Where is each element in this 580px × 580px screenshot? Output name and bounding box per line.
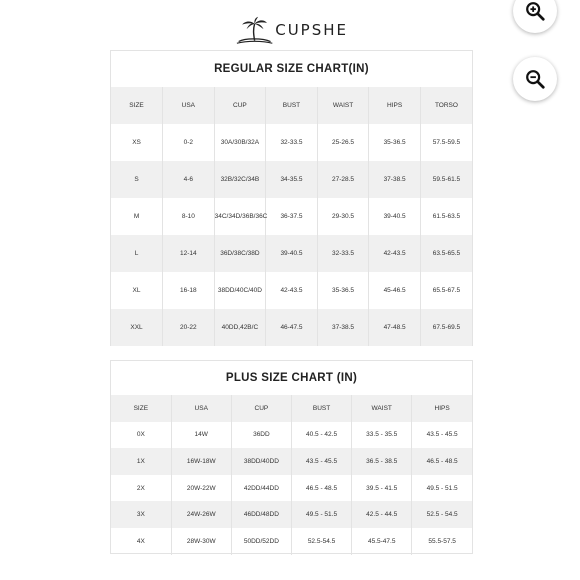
table-cell: 32-33.5 xyxy=(266,124,318,161)
table-cell: 40DD,42B/C xyxy=(214,309,266,346)
table-cell: 16-18 xyxy=(163,272,215,309)
plus-size-chart xyxy=(110,360,473,554)
table-cell: 36-37.5 xyxy=(266,198,318,235)
table-cell: XXL xyxy=(130,324,143,331)
table-cell: 45-46.5 xyxy=(369,272,421,309)
table-cell: 37-38.5 xyxy=(317,309,369,346)
table-cell: 42DD/44DD xyxy=(231,475,291,502)
table-cell: 20W-22W xyxy=(171,475,231,502)
table-cell: 39-40.5 xyxy=(369,198,421,235)
table-cell: 37-38.5 xyxy=(369,161,421,198)
zoom-in-icon xyxy=(524,0,546,22)
table-cell: 32-33.5 xyxy=(317,235,369,272)
table-cell: 40.5 - 42.5 xyxy=(291,422,351,449)
table-row xyxy=(111,161,472,198)
table-row xyxy=(111,528,472,555)
column-header: WAIST xyxy=(317,87,369,124)
column-header: BUST xyxy=(291,395,351,422)
column-header: CUP xyxy=(231,395,291,422)
table-cell: 50DD/52DD xyxy=(231,528,291,555)
column-header: SIZE xyxy=(133,404,149,412)
table-cell: 61.5-63.5 xyxy=(420,198,472,235)
regular-size-chart xyxy=(110,50,473,346)
table-header-row xyxy=(111,87,472,124)
table-row xyxy=(111,475,472,502)
table-cell: 14W xyxy=(171,422,231,449)
brand-name: CUPSHE xyxy=(275,21,348,39)
table-cell: 42-43.5 xyxy=(369,235,421,272)
zoom-in-button[interactable] xyxy=(513,0,557,33)
table-cell: 30A/30B/32A xyxy=(214,124,266,161)
table-cell: 2X xyxy=(136,484,145,492)
table-row xyxy=(111,272,472,309)
table-cell: 4-6 xyxy=(163,161,215,198)
table-cell: 43.5 - 45.5 xyxy=(291,448,351,475)
table-cell: 55.5-57.5 xyxy=(412,528,472,555)
table-cell: 25-26.5 xyxy=(317,124,369,161)
table-cell: 36.5 - 38.5 xyxy=(352,448,412,475)
table-row xyxy=(111,235,472,272)
table-row xyxy=(111,198,472,235)
table-cell: 46.5 - 48.5 xyxy=(412,448,472,475)
column-header: WAIST xyxy=(352,395,412,422)
table-header-row xyxy=(111,395,472,422)
brand-logo xyxy=(236,14,348,46)
table-cell: 35-36.5 xyxy=(317,272,369,309)
table-cell: 38DD/40DD xyxy=(231,448,291,475)
table-cell: 28W-30W xyxy=(171,528,231,555)
table-cell: 4X xyxy=(136,537,145,545)
table-cell: 32B/32C/34B xyxy=(214,161,266,198)
table-cell: 38DD/40C/40D xyxy=(214,272,266,309)
table-cell: 36DD xyxy=(231,422,291,449)
table-cell: 42-43.5 xyxy=(266,272,318,309)
table-cell: 34C/34D/36B/36C xyxy=(214,198,266,235)
column-header: BUST xyxy=(266,87,318,124)
zoom-out-button[interactable] xyxy=(513,57,557,101)
table-cell: 52.5 - 54.5 xyxy=(412,501,472,528)
table-cell: 24W-26W xyxy=(171,501,231,528)
column-header: CUP xyxy=(214,87,266,124)
table-cell: 65.5-67.5 xyxy=(420,272,472,309)
table-cell: 43.5 - 45.5 xyxy=(412,422,472,449)
table-row xyxy=(111,422,472,449)
table-cell: 35-36.5 xyxy=(369,124,421,161)
table-cell: L xyxy=(134,250,139,257)
column-header: HIPS xyxy=(412,395,472,422)
table-cell: XS xyxy=(132,139,141,146)
zoom-out-icon xyxy=(524,68,546,90)
table-cell: 27-28.5 xyxy=(317,161,369,198)
table-cell: XL xyxy=(132,287,141,294)
table-cell: 42.5 - 44.5 xyxy=(352,501,412,528)
table-cell: 45.5-47.5 xyxy=(352,528,412,555)
regular-size-table xyxy=(111,87,472,346)
table-cell: 67.5-69.5 xyxy=(420,309,472,346)
table-cell: 52.5-54.5 xyxy=(291,528,351,555)
table-cell: 49.5 - 51.5 xyxy=(412,475,472,502)
table-cell: 20-22 xyxy=(163,309,215,346)
table-cell: 63.5-65.5 xyxy=(420,235,472,272)
regular-chart-title: REGULAR SIZE CHART(IN) xyxy=(214,63,369,75)
column-header: SIZE xyxy=(129,102,144,109)
table-cell: 0-2 xyxy=(163,124,215,161)
table-cell: 1X xyxy=(136,457,145,465)
table-cell: 36D/38C/38D xyxy=(214,235,266,272)
column-header: TORSO xyxy=(420,87,472,124)
table-row xyxy=(111,309,472,346)
plus-size-table xyxy=(111,395,472,555)
table-row xyxy=(111,501,472,528)
table-cell: 46DD/48DD xyxy=(231,501,291,528)
table-row xyxy=(111,124,472,161)
table-cell: 59.5-61.5 xyxy=(420,161,472,198)
column-header: HIPS xyxy=(369,87,421,124)
table-cell: 8-10 xyxy=(163,198,215,235)
table-cell: 16W-18W xyxy=(171,448,231,475)
table-cell: 0X xyxy=(136,431,145,439)
table-cell: S xyxy=(134,176,139,183)
table-cell: 12-14 xyxy=(163,235,215,272)
palm-tree-island-icon xyxy=(236,14,273,46)
table-cell: 29-30.5 xyxy=(317,198,369,235)
column-header: USA xyxy=(171,395,231,422)
column-header: USA xyxy=(163,87,215,124)
table-cell: 39.5 - 41.5 xyxy=(352,475,412,502)
table-cell: 49.5 - 51.5 xyxy=(291,501,351,528)
table-cell: 46.5 - 48.5 xyxy=(291,475,351,502)
plus-chart-title: PLUS SIZE CHART (IN) xyxy=(225,372,358,384)
table-cell: 47-48.5 xyxy=(369,309,421,346)
table-cell: M xyxy=(133,213,140,220)
table-cell: 57.5-59.5 xyxy=(420,124,472,161)
table-cell: 3X xyxy=(136,511,145,519)
table-cell: 34-35.5 xyxy=(266,161,318,198)
table-row xyxy=(111,448,472,475)
table-cell: 33.5 - 35.5 xyxy=(352,422,412,449)
table-cell: 46-47.5 xyxy=(266,309,318,346)
table-cell: 39-40.5 xyxy=(266,235,318,272)
